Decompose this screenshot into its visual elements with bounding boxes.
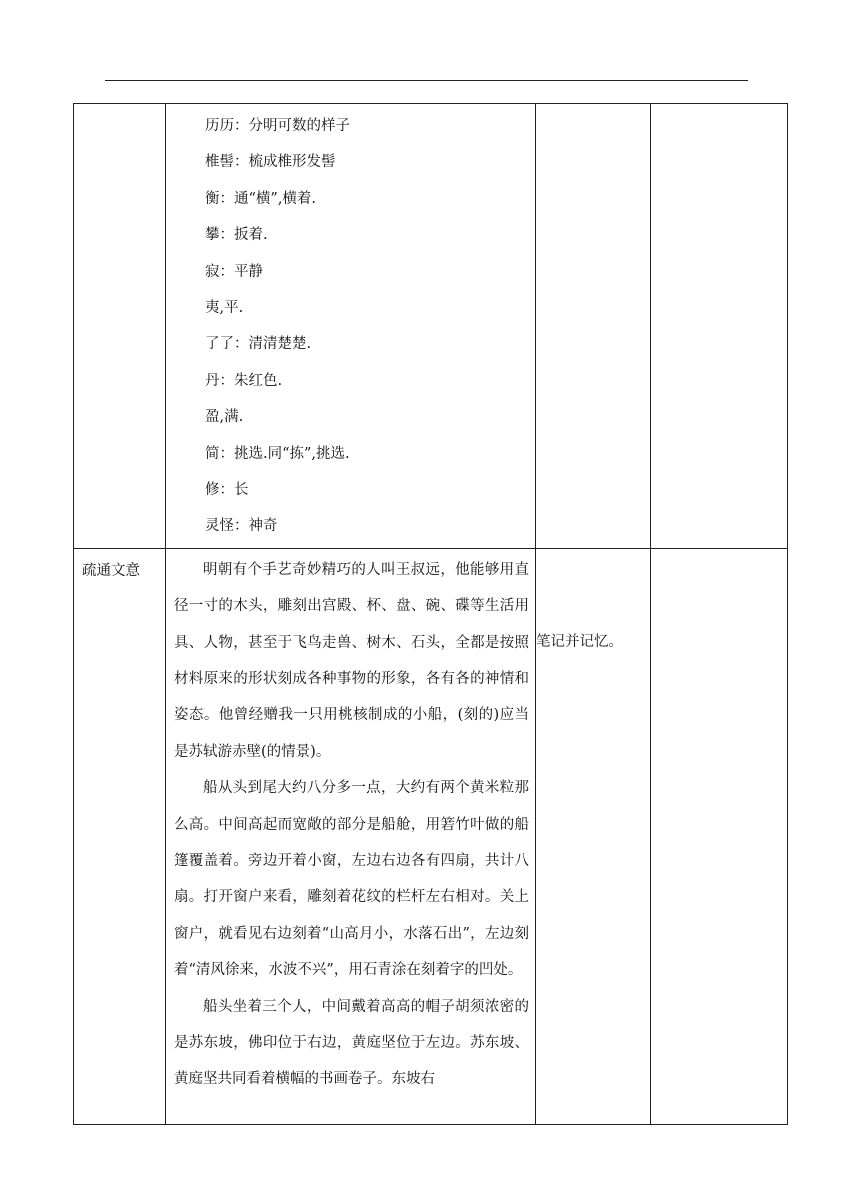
note-cell: [536, 548, 651, 1124]
vocab-item: 寂：平静: [205, 263, 263, 280]
translation-row: [74, 548, 788, 1124]
translation-paragraph: 船头坐着三个人，中间戴着高高的帽子胡须浓密的是苏东坡，佛印位于右边，黄庭坚位于左边。苏东坡、黄庭坚共同看着横幅的书画卷子。东坡右: [174, 998, 529, 1088]
vocab-activity-cell: [536, 104, 651, 549]
translation-text: [166, 549, 535, 1101]
translation-extra-cell: [651, 548, 788, 1124]
study-note: 笔记并记忆。: [536, 633, 623, 650]
vocab-item: 灵怪：神奇: [205, 518, 278, 535]
vocab-list: [166, 104, 535, 548]
vocab-item: 椎髻：梳成椎形发髻: [205, 154, 336, 171]
vocab-cell: [166, 104, 536, 549]
vocab-item: 历历：分明可数的样子: [205, 118, 350, 134]
vocab-item: 简：挑选.同“拣”,挑选.: [205, 445, 350, 462]
vocab-extra-cell: [651, 104, 788, 549]
header-rule: [105, 80, 748, 81]
lesson-table: [73, 103, 788, 1125]
vocab-item: 了了：清清楚楚.: [205, 336, 312, 353]
vocab-item: 丹：朱红色.: [205, 372, 283, 389]
translation-paragraph: 明朝有个手艺奇妙精巧的人叫王叔远，他能够用直径一寸的木头，雕刻出宫殿、杯、盘、碗、碟等生活用具、人物，甚至于飞鸟走兽、树木、石头，全都是按照材料原来的形状刻成各种事物的形象，各有各的神情和姿态。他曾经赠我一只用桃核制成的小船，(刻的)应当是苏轼游赤壁(的情景)。: [174, 561, 529, 760]
vocab-label-cell: [74, 104, 166, 549]
vocab-item: 夷,平.: [205, 299, 244, 316]
section-label: 疏通文意: [82, 562, 140, 579]
vocab-item: 攀：扳着.: [205, 227, 268, 244]
section-label-cell: [74, 548, 166, 1124]
translation-paragraph: 船从头到尾大约八分多一点，大约有两个黄米粒那么高。中间高起而宽敞的部分是船舱，用箬竹叶做的船篷覆盖着。旁边开着小窗，左边右边各有四扇，共计八扇。打开窗户来看，雕刻着花纹的栏杆左右相对。关上窗户，就看见右边刻着“山高月小，水落石出”，左边刻着“清风徐来，水波不兴”，用石青涂在刻着字的凹处。: [174, 780, 529, 979]
translation-cell: [166, 548, 536, 1124]
vocab-item: 衡：通“横”,横着.: [205, 190, 317, 207]
vocab-item: 盈,满.: [205, 409, 244, 426]
vocab-item: 修：长: [205, 481, 249, 498]
vocab-row: [74, 104, 788, 549]
